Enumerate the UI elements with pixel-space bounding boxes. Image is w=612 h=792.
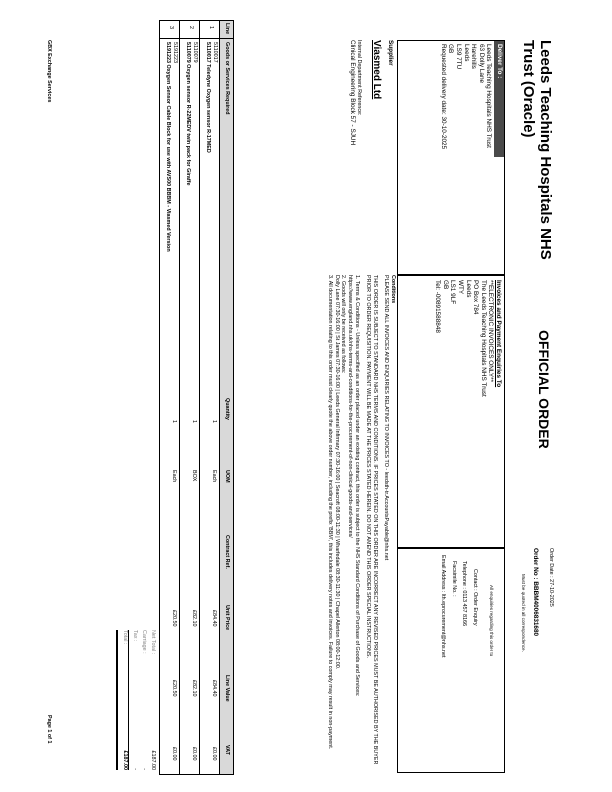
internal-ref-label: Internal Department Reference:	[356, 40, 363, 116]
carriage-value: -	[141, 768, 147, 770]
header-uom: UOM	[224, 470, 230, 483]
invoice-to-line: Leeds	[464, 280, 472, 298]
totals-block	[116, 630, 156, 770]
tax-row	[129, 630, 138, 770]
row3-line-value: £20.50	[171, 680, 177, 697]
total-label: Total :	[122, 630, 128, 645]
row1-uom: Each	[211, 470, 217, 483]
supplier-name: Viasmed Ltd	[371, 40, 383, 100]
order-info	[520, 548, 554, 768]
internal-ref: Clinical Engineering Block 57 - SJUH	[348, 40, 356, 146]
invoice-to-line: **ELECTRONIC INVOICES ONLY**	[487, 280, 495, 383]
invoice-to-line: Tel: -00891588848	[434, 280, 442, 333]
deliver-to-line: Leeds	[462, 44, 470, 62]
invoice-to-box	[397, 275, 505, 548]
supplier-label: Supplier	[387, 40, 394, 66]
row2-quantity: 1	[191, 420, 197, 423]
total-value: £187.00	[122, 750, 128, 770]
contact-email: Email Address : lth.eprocurement@nhs.net	[440, 555, 447, 658]
order-date: Order Date : 27-10-2025	[548, 548, 554, 607]
net-total-row	[147, 630, 156, 770]
row1-description: 5110017 Teledyne Oxygen sensor R-17MED	[205, 42, 211, 153]
row1-code: 5110017	[212, 42, 218, 63]
supplier-section	[348, 40, 394, 270]
deliver-to-line: Leeds Teaching Hospitals NHS Trust	[485, 44, 493, 148]
conditions-enquiries: PLEASE SEND ALL INVOICES AND ENQUIRIES RELATING TO INVOICES TO - leedsth-tr.AccountsPayable@nhs.net	[383, 275, 390, 561]
row3-line: 3	[168, 26, 174, 29]
invoice-to-heading: Invoices and Payment Enquiries To	[495, 280, 502, 388]
condition-2: 2. Goods will only be received as follows:	[340, 275, 347, 374]
carriage-row	[138, 630, 147, 770]
conditions-heading: Conditions	[390, 275, 396, 304]
org-name-line1: Leeds Teaching Hospitals NHS	[537, 40, 554, 260]
row2-line-value: £82.10	[191, 680, 197, 697]
deliver-to-line: LS9 7TU	[455, 44, 463, 70]
header-line: Line	[224, 23, 230, 35]
row1-unit-price: £84.40	[211, 610, 217, 627]
row3-description: 5191223 Oxygen Sensor Cable Block for use with AVS00 BBBM - Viasmed Version	[165, 42, 171, 252]
row2-code: 5110079	[192, 42, 198, 63]
row3-code: 5191223	[172, 42, 178, 63]
org-name-line2: Trust (Oracle)	[520, 40, 537, 138]
row2-unit-price: £82.10	[191, 610, 197, 627]
header-vat: VAT	[224, 745, 230, 755]
contact-telephone: Telephone : 0113 457 8166	[461, 561, 468, 626]
row2-description: 5110079 Oxygen sensor R-22MEDV twin pack for Giraffe	[185, 42, 191, 186]
tax-label: Tax :	[132, 630, 138, 642]
header-quantity: Quantity	[224, 398, 230, 420]
row3-unit-price: £20.50	[171, 610, 177, 627]
row1-line-value: £84.40	[211, 680, 217, 697]
page-number: Page 1 of 1	[46, 715, 52, 744]
contact-name: Contact : Order Enquiry	[472, 569, 478, 626]
header-goods: Goods or Services Required	[224, 42, 230, 115]
carriage-label: Carriage :	[141, 630, 147, 654]
condition-1: 1. Terms & Conditions - Unless specified as an order placed under an existing contract, this order is subject to the NHS Standard Conditions of Purchase of Goods and Services:	[353, 275, 360, 697]
row3-vat: £0.00	[171, 747, 177, 761]
net-total-value: £187.00	[150, 750, 156, 770]
total-row	[116, 630, 129, 770]
contact-facsimile: Facsimile No. :	[450, 561, 457, 597]
row1-quantity: 1	[211, 420, 217, 423]
condition-2-detail: Dolly Lane 07:30-16:00 | St James 07:30-16:00 | Leeds General Infirmary 07:30-16:00 | Seacroft 08:00-11:30 | Wharfedale 08:30-11:30 | Chapel Allerton 08:00-12:00.	[333, 275, 340, 670]
invoice-to-line: The Leeds Teaching Hospitals NHS Trust	[479, 280, 487, 397]
deliver-to-line: GB	[447, 44, 455, 54]
requested-delivery-date: Requested delivery date: 30-10-2025	[439, 44, 447, 150]
row2-vat: £0.00	[191, 747, 197, 761]
row2-line: 2	[188, 26, 194, 29]
invoice-to-line: WTY	[457, 280, 465, 295]
deliver-to-address	[437, 41, 494, 274]
conditions-subject: THIS ORDER IS SUBJECT TO STANDARD NHS TERMS AND CONDITIONS. IF PRICES STATED ON THIS ORDER ARE INCORRECT ANY REVISED PRICES MUST BE AUTHORISED BY THE BUYER PRIOR TO ORDER REQUISITION. PAYMENT WILL BE MADE AT THE PRICES STATED HEREIN. DO NOT AMEND THIS ORDER SPECIAL INSTRUCTIONS.	[365, 275, 378, 765]
invoice-to-line: LS1 9LF	[449, 280, 457, 305]
document-title: OFFICIAL ORDER	[536, 330, 552, 449]
header-contract-ref: Contract Ref.	[224, 535, 230, 569]
quote-note: Must be quoted in all correspondence.	[520, 574, 526, 652]
net-total-label: Net Total :	[150, 630, 156, 655]
invoice-to-line: PO Box 784	[472, 280, 480, 315]
line-items-table	[160, 20, 234, 775]
condition-1-url: https://www.england.nhs.uk/nhs-terms-and-conditions-for-the-procurement-of-non-clinical-goods-and-services/	[347, 275, 354, 538]
header-line-value: Line Value	[224, 675, 230, 702]
deliver-to-line: Harehills	[470, 44, 478, 69]
deliver-to-box	[397, 40, 505, 275]
footer-left: GBX Exchange Services	[46, 40, 52, 103]
header-unit-price: Unit Price	[224, 605, 230, 631]
condition-3: 3. All documentation relating to this order must clearly quote the above order number, including the prefix 'BBM', this includes delivery notes and invoices. Failure to comply may result in non-payment.	[327, 275, 334, 750]
deliver-to-line: 63 Dolly Lane	[477, 44, 485, 84]
row1-vat: £0.00	[211, 747, 217, 761]
row3-uom: Each	[171, 470, 177, 483]
tax-value: -	[132, 768, 138, 770]
conditions-section	[327, 275, 396, 775]
row1-line: 1	[208, 26, 214, 29]
org-name	[520, 40, 554, 300]
row2-uom: BOX	[191, 470, 197, 482]
order-number: Order No : BBBM4006831680	[532, 548, 540, 637]
contact-heading: All enquiries regarding this order to	[489, 585, 494, 657]
row3-quantity: 1	[171, 420, 177, 423]
deliver-to-heading: Deliver To :	[494, 41, 504, 157]
contact-box	[397, 548, 505, 773]
invoice-to-address	[434, 280, 495, 543]
invoice-to-line: GB	[441, 280, 449, 290]
